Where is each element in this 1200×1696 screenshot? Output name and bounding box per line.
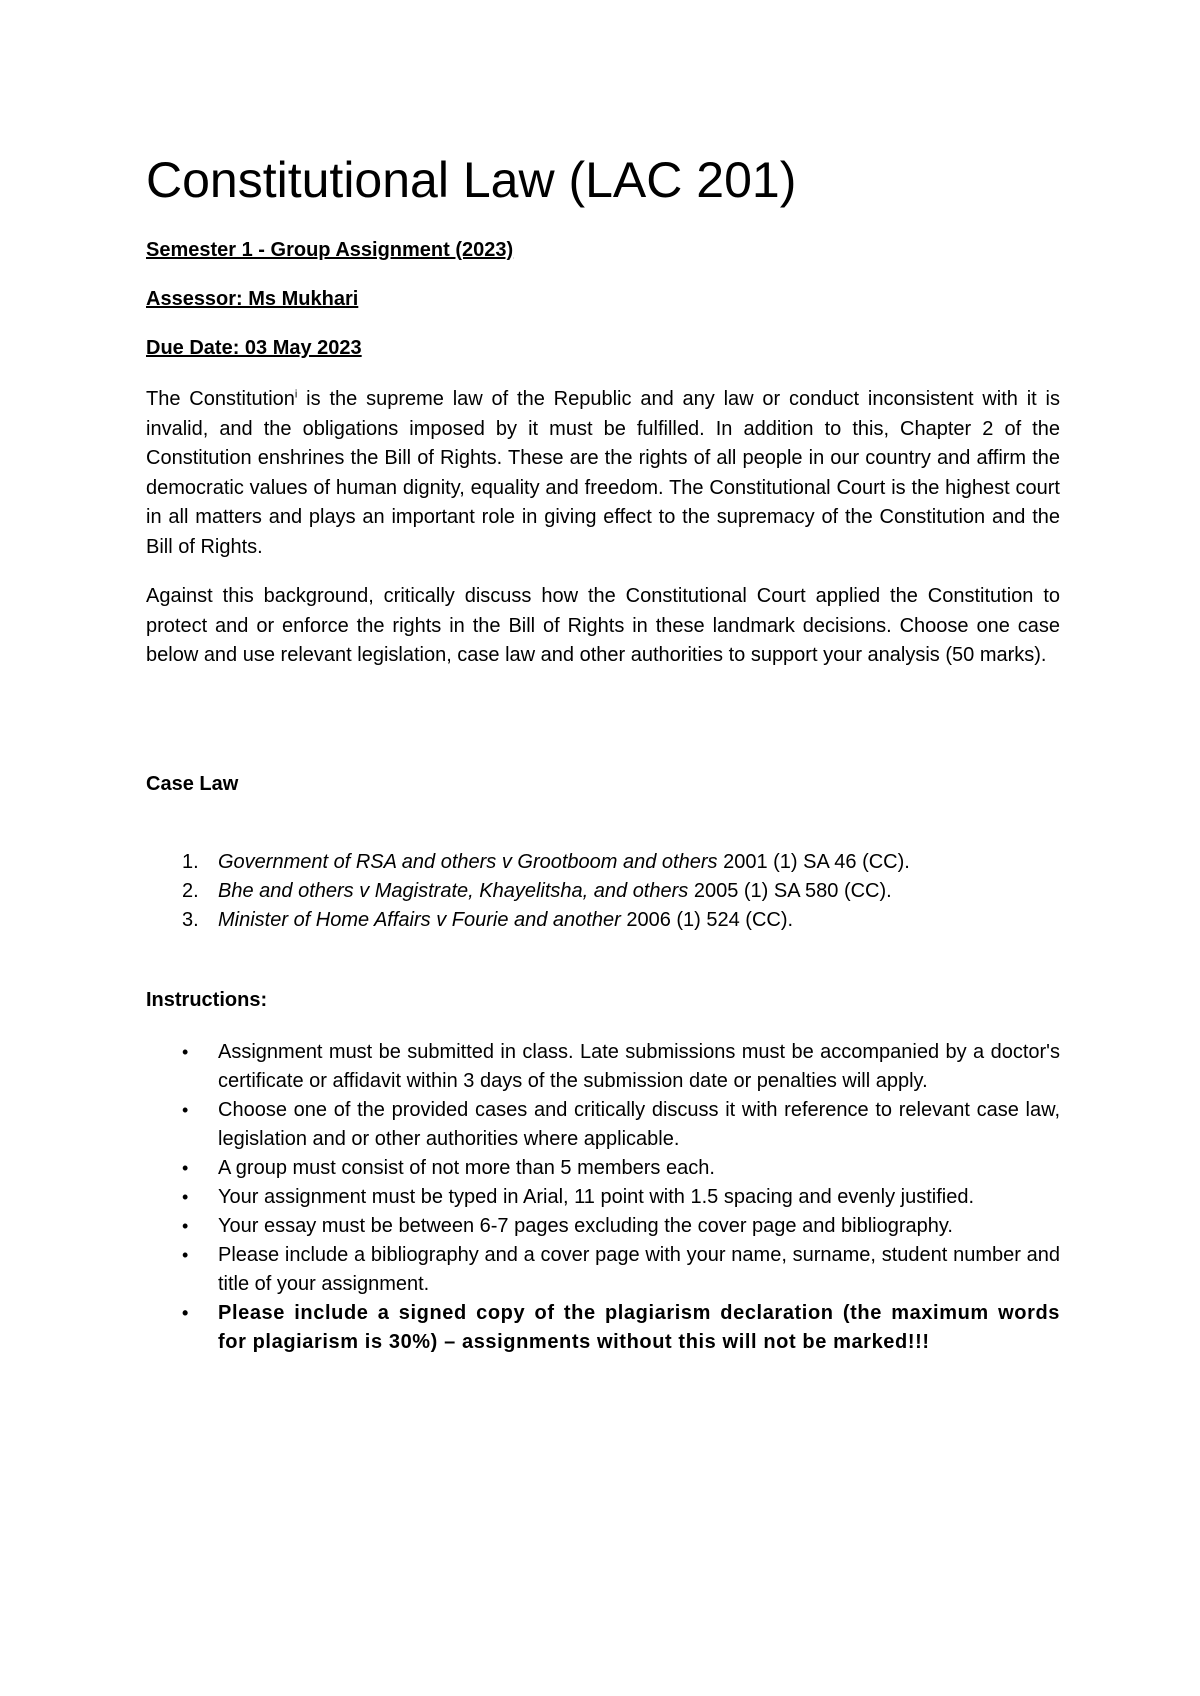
instruction-item — [146, 1183, 1060, 1212]
instruction-text: Please include a bibliography and a cover page with your name, surname, student number and title of your assignment. — [218, 1244, 1060, 1295]
instruction-item — [146, 1154, 1060, 1183]
case-number: 2. — [182, 880, 199, 902]
due-date-line: Due Date: 03 May 2023 — [146, 337, 362, 359]
task-paragraph: Against this background, critically discuss how the Constitutional Court applied the Constitution to protect and or enforce the rights in the Bill of Rights in these landmark decisions. Choose one case below and use relevant legislation, case law and other authorities to support your analysis (50 marks). — [146, 585, 1060, 666]
case-name: Bhe and others v Magistrate, Khayelitsha, and others — [218, 880, 689, 902]
instruction-text: Assignment must be submitted in class. Late submissions must be accompanied by a doctor's certificate or affidavit within 3 days of the submission date or penalties will apply. — [218, 1041, 1060, 1092]
instruction-text: Choose one of the provided cases and critically discuss it with reference to relevant case law, legislation and or other authorities where applicable. — [218, 1099, 1060, 1150]
intro-text-start: The Constitution — [146, 388, 295, 410]
instruction-item — [146, 1212, 1060, 1241]
instruction-text: A group must consist of not more than 5 members each. — [218, 1157, 715, 1179]
bullet-icon: • — [182, 1216, 189, 1236]
intro-text-rest: is the supreme law of the Republic and any law or conduct inconsistent with it is invalid, and the obligations imposed by it must be fulfilled. In addition to this, Chapter 2 of the Constitution enshrines the Bill of Rights. These are the rights of all people in our country and affirm the democratic values of human dignity, equality and freedom. The Constitutional Court is the highest court in all matters and plays an important role in giving effect to the supremacy of the Constitution and the Bill of Rights. — [146, 388, 1060, 558]
case-name: Government of RSA and others v Grootboom and others — [218, 851, 718, 873]
instructions-heading: Instructions: — [146, 989, 268, 1011]
footnote-marker[interactable]: i — [294, 388, 298, 401]
case-number: 1. — [182, 851, 199, 873]
case-item — [146, 848, 1060, 877]
bullet-icon: • — [182, 1303, 189, 1323]
intro-paragraph — [146, 385, 1060, 562]
bullet-icon: • — [182, 1100, 189, 1120]
document-page — [146, 0, 1060, 1696]
instruction-item — [146, 1038, 1060, 1096]
document-title: Constitutional Law (LAC 201) — [146, 152, 797, 208]
bullet-icon: • — [182, 1245, 189, 1265]
case-item — [146, 906, 1060, 935]
bullet-icon: • — [182, 1158, 189, 1178]
case-citation: 2001 (1) SA 46 (CC). — [717, 851, 910, 873]
instruction-text: Your essay must be between 6-7 pages excluding the cover page and bibliography. — [218, 1215, 953, 1237]
case-citation: 2006 (1) 524 (CC). — [620, 909, 794, 931]
instruction-text: Your assignment must be typed in Arial, 11 point with 1.5 spacing and evenly justified. — [218, 1186, 975, 1208]
bullet-icon: • — [182, 1187, 189, 1207]
case-item — [146, 877, 1060, 906]
instruction-text: Please include a signed copy of the plagiarism declaration (the maximum words for plagiarism is 30%) – assignments without this will not be marked!!! — [218, 1302, 1060, 1353]
instructions-list — [146, 1038, 1060, 1357]
assessor-line: Assessor: Ms Mukhari — [146, 288, 359, 310]
case-number: 3. — [182, 909, 199, 931]
instruction-item — [146, 1096, 1060, 1154]
case-name: Minister of Home Affairs v Fourie and another — [218, 909, 621, 931]
instruction-item-important — [146, 1299, 1060, 1357]
instruction-item — [146, 1241, 1060, 1299]
case-list — [146, 848, 1060, 935]
semester-line: Semester 1 - Group Assignment (2023) — [146, 239, 514, 261]
case-citation: 2005 (1) SA 580 (CC). — [688, 880, 892, 902]
case-law-heading: Case Law — [146, 773, 239, 795]
bullet-icon: • — [182, 1042, 189, 1062]
